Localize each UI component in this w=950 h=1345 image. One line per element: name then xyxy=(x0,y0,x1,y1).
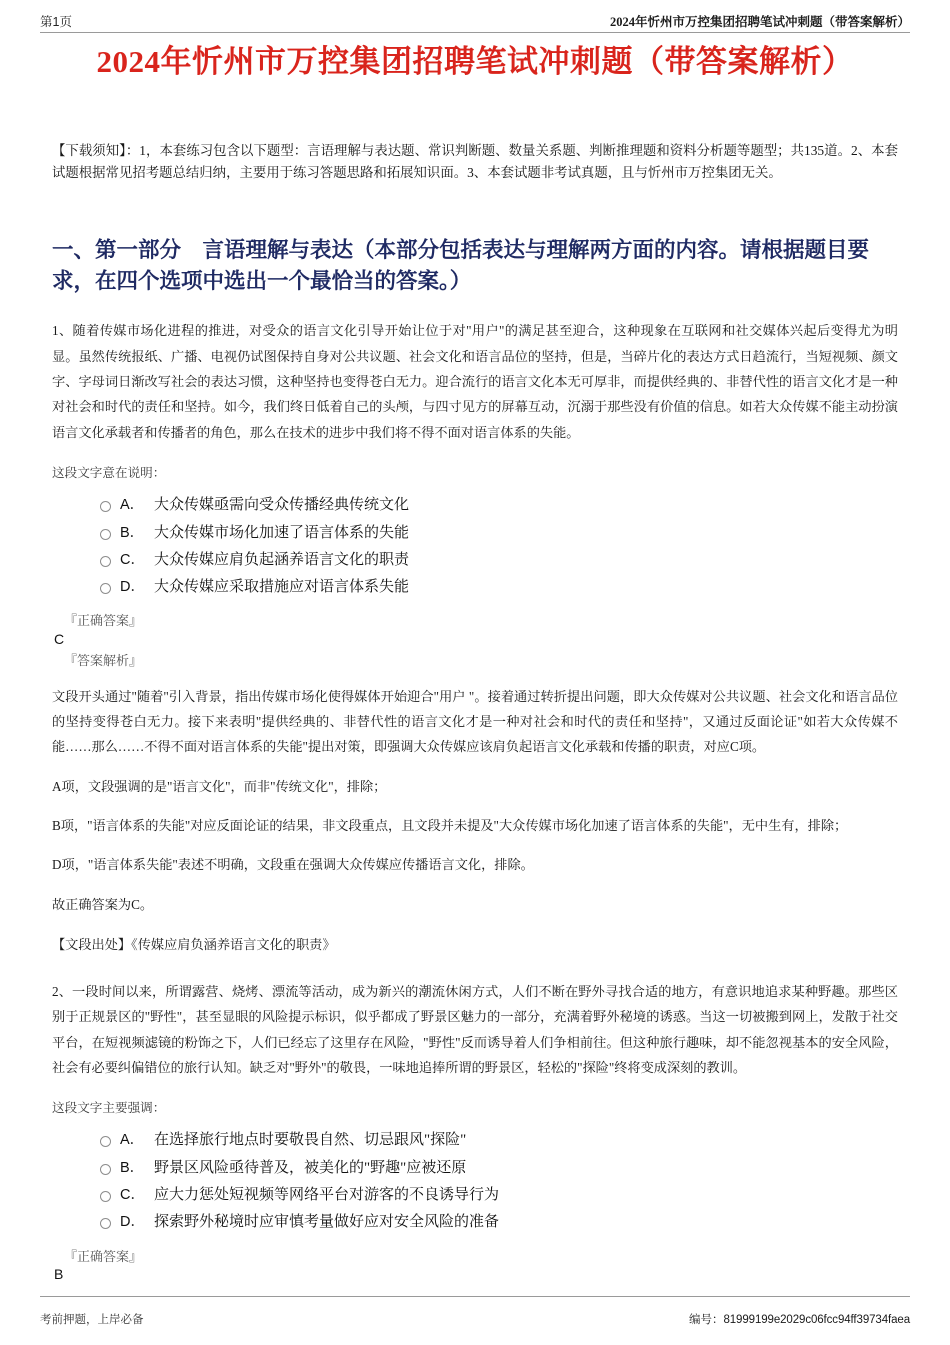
analysis-paragraph: B项，"语言体系的失能"对应反面论证的结果，非文段重点，且文段并未提及"大众传媒市场化加速了语言体系的失能"，无中生有，排除； xyxy=(52,818,848,834)
option-letter: B． xyxy=(120,1159,145,1176)
analysis-paragraph: 文段开头通过"随着"引入背景，指出传媒市场化使得媒体开始迎合"用户 "。接着通过转折提出问题，即大众传媒对公共议题、社会文化和语言品位的坚持变得苍白无力。接下来表明"提供经典的、非替代性的语言文化才是一种对社会和时代的责任和坚持"，又通过反面论证"如若大众传媒不能……那么……不得不面对语言体系的失能"提出对策，即强调大众传媒应该肩负起语言文化承载和传播的职责，对应C项。 xyxy=(52,688,898,755)
question-prompt: 这段文字主要强调： xyxy=(52,1101,166,1116)
option-letter: C． xyxy=(120,1187,145,1204)
download-notice: 【下载须知】：1，本套练习包含以下题型：言语理解与表达题、常识判断题、数量关系题、判断推理题和资料分析题等题型；共135道。2、本套试题根据常见招考题总结归纳，主要用于练习答题思路和拓展知识面。3、本套试题非考试真题，且与忻州市万控集团无关。 xyxy=(52,143,898,180)
option-letter: D． xyxy=(120,1214,145,1231)
option-item-c[interactable] xyxy=(52,1185,898,1206)
option-text: 大众传媒市场化加速了语言体系的失能 xyxy=(154,524,410,541)
section-heading: 一、第一部分 言语理解与表达（本部分包括表达与理解两方面的内容。请根据题目要求，在四个选项中选出一个最恰当的答案。） xyxy=(52,238,870,293)
question-prompt: 这段文字意在说明： xyxy=(52,466,166,481)
option-letter: D． xyxy=(120,579,145,596)
source-citation: 【文段出处】《传媒应肩负涵养语言文化的职责》 xyxy=(52,937,336,953)
option-letter: A． xyxy=(120,497,145,514)
answer-analysis-label: 『答案解析』 xyxy=(64,653,143,669)
footer-slogan: 考前押题，上岸必备 xyxy=(40,1314,144,1326)
question-stem: 2、一段时间以来，所谓露营、烧烤、漂流等活动，成为新兴的潮流休闲方式，人们不断在野外寻找合适的地方，有意识地追求某种野趣。那些区别于正规景区的"野性"，甚至显眼的风险提示标识，似乎都成了野景区魅力的一部分，充满着野外秘境的诱惑。当这一切被搬到网上，发散于社交平台，在短视频滤镜的粉饰之下，人们已经忘了这里存在风险，"野性"反而诱导着人们争相前往。但这种旅行趣味，却不能忽视基本的安全风险，社会有必要纠偏错位的旅行认知。缺乏对"野外"的敬畏，一味地追捧所谓的野景区，轻松的"探险"终将变成深刻的教训。 xyxy=(52,983,898,1075)
correct-answer-label: 『正确答案』 xyxy=(64,613,143,629)
option-item-d[interactable] xyxy=(52,577,898,598)
page-number-label: 第1页 xyxy=(40,15,72,29)
question-stem: 1、随着传媒市场化进程的推进，对受众的语言文化引导开始让位于对"用户"的满足甚至迎合，这种现象在互联网和社交媒体兴起后变得尤为明显。虽然传统报纸、广播、电视仍试图保持自身对公共议题、社会文化和语言品位的坚持，但是，当碎片化的表达方式日趋流行，当短视频、颜文字、字母词日渐改写社会的表达习惯，这种坚持也变得苍白无力。迎合流行的语言文化本无可厚非，而提供经典的、非替代性的语言文化才是一种对社会和时代的责任和坚持。如今，我们终日低着自己的头颅，与四寸见方的屏幕互动，沉溺于那些没有价值的信息。如若大众传媒不能主动扮演语言文化承载者和传播者的角色，那么在技术的进步中我们将不得不面对语言体系的失能。 xyxy=(52,323,898,440)
radio-button-icon[interactable] xyxy=(100,583,111,594)
option-letter: A． xyxy=(120,1132,145,1149)
option-item-b[interactable] xyxy=(52,1158,898,1179)
option-letter: B． xyxy=(120,524,145,541)
option-text: 应大力惩处短视频等网络平台对游客的不良诱导行为 xyxy=(154,1187,500,1204)
option-item-d[interactable] xyxy=(52,1212,898,1233)
question-block xyxy=(52,318,898,957)
radio-button-icon[interactable] xyxy=(100,1164,111,1175)
correct-answer-value: C xyxy=(54,631,65,648)
running-footer xyxy=(40,1296,910,1327)
option-text: 野景区风险亟待普及，被美化的"野趣"应被还原 xyxy=(154,1159,467,1176)
radio-button-icon[interactable] xyxy=(100,556,111,567)
question-block xyxy=(52,979,898,1283)
document-content xyxy=(52,140,898,1283)
option-list xyxy=(52,1130,898,1233)
option-text: 大众传媒应采取措施应对语言体系失能 xyxy=(154,579,410,596)
option-item-b[interactable] xyxy=(52,523,898,544)
option-item-c[interactable] xyxy=(52,550,898,571)
analysis-paragraph: D项，"语言体系失能"表述不明确，文段重在强调大众传媒应传播语言文化，排除。 xyxy=(52,857,534,873)
analysis-paragraph: A项，文段强调的是"语言文化"，而非"传统文化"，排除； xyxy=(52,778,387,794)
option-text: 在选择旅行地点时要敬畏自然、切忌跟风"探险" xyxy=(154,1132,467,1149)
running-header xyxy=(40,8,910,33)
option-list xyxy=(52,495,898,598)
radio-button-icon[interactable] xyxy=(100,1191,111,1202)
header-document-title: 2024年忻州市万控集团招聘笔试冲刺题（带答案解析） xyxy=(609,15,910,29)
radio-button-icon[interactable] xyxy=(100,501,111,512)
radio-button-icon[interactable] xyxy=(100,1136,111,1147)
option-text: 探索野外秘境时应审慎考量做好应对安全风险的准备 xyxy=(154,1214,500,1231)
option-letter: C． xyxy=(120,551,145,568)
option-item-a[interactable] xyxy=(52,1130,898,1151)
radio-button-icon[interactable] xyxy=(100,529,111,540)
page-title: 2024年忻州市万控集团招聘笔试冲刺题（带答案解析） xyxy=(96,44,854,79)
option-text: 大众传媒亟需向受众传播经典传统文化 xyxy=(154,497,410,514)
footer-id-value: 81999199e2029c06fcc94ff39734faea xyxy=(723,1314,910,1326)
correct-answer-label: 『正确答案』 xyxy=(64,1248,143,1264)
analysis-paragraph: 故正确答案为C。 xyxy=(52,896,154,912)
option-item-a[interactable] xyxy=(52,495,898,516)
footer-id xyxy=(689,1311,910,1327)
footer-id-label: 编号： xyxy=(688,1314,724,1326)
option-text: 大众传媒应肩负起涵养语言文化的职责 xyxy=(154,551,410,568)
correct-answer-value: B xyxy=(54,1266,64,1283)
radio-button-icon[interactable] xyxy=(100,1218,111,1229)
